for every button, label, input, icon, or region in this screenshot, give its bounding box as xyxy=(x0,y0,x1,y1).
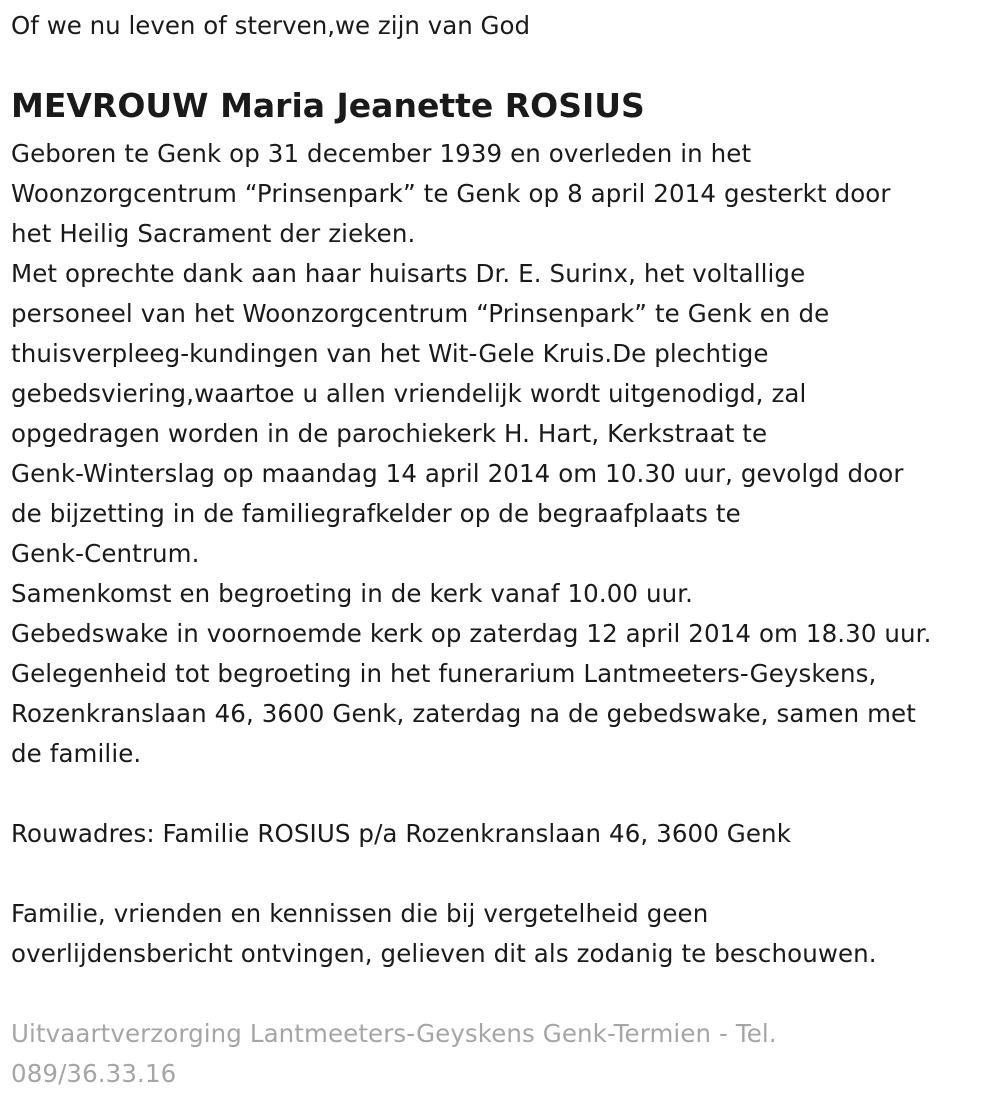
body-line: gebedsviering,waartoe u allen vriendelijk wordt uitgenodigd, zal xyxy=(11,379,807,408)
body-line: de bijzetting in de familiegrafkelder op de begraafplaats te xyxy=(11,499,741,528)
motto: Of we nu leven of sterven,we zijn van God xyxy=(11,11,531,40)
notice-body xyxy=(11,134,931,1094)
closing-line: Familie, vrienden en kennissen die bij vergetelheid geen xyxy=(11,899,709,928)
spacer xyxy=(11,974,931,1014)
body-line: Woonzorgcentrum “Prinsenpark” te Genk op 8 april 2014 gesterkt door xyxy=(11,179,891,208)
body-line: thuisverpleeg-kundingen van het Wit-Gele Kruis.De plechtige xyxy=(11,339,769,368)
body-line: Gelegenheid tot begroeting in het funerarium Lantmeeters-Geyskens, xyxy=(11,659,877,688)
spacer xyxy=(11,774,931,814)
body-line: personeel van het Woonzorgcentrum “Prinsenpark” te Genk en de xyxy=(11,299,830,328)
body-line: Genk-Winterslag op maandag 14 april 2014 om 10.30 uur, gevolgd door xyxy=(11,459,904,488)
spacer xyxy=(11,854,931,894)
funeral-home-phone: 089/36.33.16 xyxy=(11,1059,177,1088)
body-line: Genk-Centrum. xyxy=(11,539,200,568)
deceased-name-title: MEVROUW Maria Jeanette ROSIUS xyxy=(11,86,645,125)
body-line: Rozenkranslaan 46, 3600 Genk, zaterdag na de gebedswake, samen met xyxy=(11,699,916,728)
body-line: Geboren te Genk op 31 december 1939 en overleden in het xyxy=(11,139,752,168)
body-line: het Heilig Sacrament der zieken. xyxy=(11,219,416,248)
mourning-address: Rouwadres: Familie ROSIUS p/a Rozenkranslaan 46, 3600 Genk xyxy=(11,819,791,848)
body-line: de familie. xyxy=(11,739,142,768)
body-line: opgedragen worden in de parochiekerk H. Hart, Kerkstraat te xyxy=(11,419,768,448)
body-line: Samenkomst en begroeting in de kerk vanaf 10.00 uur. xyxy=(11,579,694,608)
body-line: Met oprechte dank aan haar huisarts Dr. E. Surinx, het voltallige xyxy=(11,259,806,288)
body-line: Gebedswake in voornoemde kerk op zaterdag 12 april 2014 om 18.30 uur. xyxy=(11,619,932,648)
funeral-home-footer: Uitvaartverzorging Lantmeeters-Geyskens Genk-Termien - Tel. xyxy=(11,1019,777,1048)
closing-line: overlijdensbericht ontvingen, gelieven dit als zodanig te beschouwen. xyxy=(11,939,877,968)
